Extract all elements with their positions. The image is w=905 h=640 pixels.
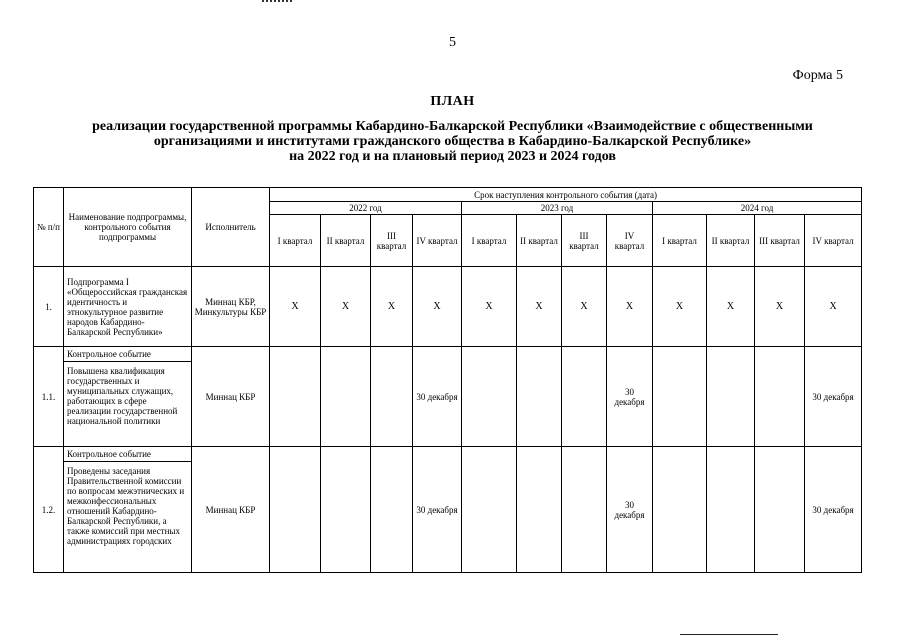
scan-artifact: [262, 0, 292, 4]
quarter-mark: X: [653, 267, 707, 347]
header-year: 2024 год: [653, 202, 862, 215]
quarter-mark: X: [270, 267, 321, 347]
row-number: 1.1.: [34, 347, 64, 447]
form-label: Форма 5: [792, 68, 843, 83]
plan-table: [33, 187, 862, 573]
row-executor: Миннац КБР: [192, 347, 270, 447]
header-quarter: III квартал: [755, 215, 805, 267]
header-quarter: I квартал: [270, 215, 321, 267]
header-quarter: II квартал: [321, 215, 371, 267]
subprogram-name: Подпрограмма I «Общероссийская гражданская идентичность и этнокультурное развитие народов Кабардино-Балкарской Республики»: [67, 276, 188, 337]
quarter-deadline: 30 декабря: [805, 347, 862, 447]
header-year: 2022 год: [270, 202, 462, 215]
header-deadline: Срок наступления контрольного события (дата): [270, 188, 862, 202]
quarter-mark: X: [413, 267, 462, 347]
row-executor: Миннац КБР: [192, 447, 270, 573]
table-row: [34, 267, 862, 347]
header-num: № п/п: [34, 188, 64, 267]
subtitle-line: на 2022 год и на плановый период 2023 и 2024 годов: [289, 149, 616, 164]
row-name-cell: [64, 447, 192, 573]
signature-line: [680, 634, 778, 635]
row-executor: Миннац КБР, Минкультуры КБР: [192, 267, 270, 347]
quarter-deadline: [462, 347, 517, 447]
quarter-deadline: [462, 447, 517, 573]
table-row: [34, 447, 862, 573]
row-name-cell: [64, 347, 192, 447]
control-event-label: Контрольное событие: [64, 447, 191, 462]
header-quarter: IV квартал: [805, 215, 862, 267]
quarter-deadline: [371, 447, 413, 573]
header-quarter: I квартал: [462, 215, 517, 267]
document-title: ПЛАН: [430, 94, 475, 109]
header-year: 2023 год: [462, 202, 653, 215]
quarter-mark: X: [755, 267, 805, 347]
quarter-deadline: 30 декабря: [413, 347, 462, 447]
control-event-name: Проведены заседания Правительственной комиссии по вопросам межэтнических и межконфессиональных отношений Кабардино-Балкарской Республики, а также комиссий при местных администрациях городских: [67, 466, 185, 546]
quarter-deadline: [653, 447, 707, 573]
quarter-mark: X: [517, 267, 562, 347]
quarter-deadline: 30 декабря: [607, 447, 653, 573]
quarter-deadline: [562, 447, 607, 573]
quarter-mark: X: [321, 267, 371, 347]
header-quarter: II квартал: [517, 215, 562, 267]
row-number: 1.: [34, 267, 64, 347]
row-number: 1.2.: [34, 447, 64, 573]
header-executor: Исполнитель: [192, 188, 270, 267]
header-quarter: IV квартал: [413, 215, 462, 267]
header-quarter: II квартал: [707, 215, 755, 267]
table-row: [34, 347, 862, 447]
quarter-deadline: 30 декабря: [607, 347, 653, 447]
row-name-cell: [64, 267, 192, 347]
quarter-deadline: [321, 447, 371, 573]
quarter-deadline: [371, 347, 413, 447]
quarter-deadline: 30 декабря: [805, 447, 862, 573]
quarter-deadline: [270, 447, 321, 573]
header-quarter: III квартал: [562, 215, 607, 267]
header-name: Наименование подпрограммы, контрольного события подпрограммы: [64, 188, 192, 267]
quarter-deadline: [653, 347, 707, 447]
quarter-deadline: [755, 347, 805, 447]
subtitle-line: реализации государственной программы Кабардино-Балкарской Республики «Взаимодействие с общественными: [92, 119, 813, 134]
control-event-name: Повышена квалификация государственных и муниципальных служащих, работающих в сфере реализации государственной национальной политики: [67, 366, 178, 426]
quarter-deadline: [517, 447, 562, 573]
quarter-mark: X: [707, 267, 755, 347]
quarter-mark: X: [562, 267, 607, 347]
quarter-deadline: [321, 347, 371, 447]
document-subtitle: [30, 119, 875, 164]
quarter-deadline: [270, 347, 321, 447]
quarter-deadline: 30 декабря: [413, 447, 462, 573]
subtitle-line: организациями и институтами гражданского общества в Кабардино-Балкарской Республике»: [153, 134, 752, 149]
quarter-mark: X: [607, 267, 653, 347]
control-event-label: Контрольное событие: [64, 347, 191, 362]
header-quarter: I квартал: [653, 215, 707, 267]
quarter-mark: X: [805, 267, 862, 347]
header-quarter: IV квартал: [607, 215, 653, 267]
quarter-deadline: [707, 347, 755, 447]
header-quarter: III квартал: [371, 215, 413, 267]
quarter-mark: X: [462, 267, 517, 347]
quarter-deadline: [707, 447, 755, 573]
page-number: 5: [449, 35, 456, 50]
quarter-deadline: [755, 447, 805, 573]
quarter-deadline: [562, 347, 607, 447]
quarter-mark: X: [371, 267, 413, 347]
quarter-deadline: [517, 347, 562, 447]
